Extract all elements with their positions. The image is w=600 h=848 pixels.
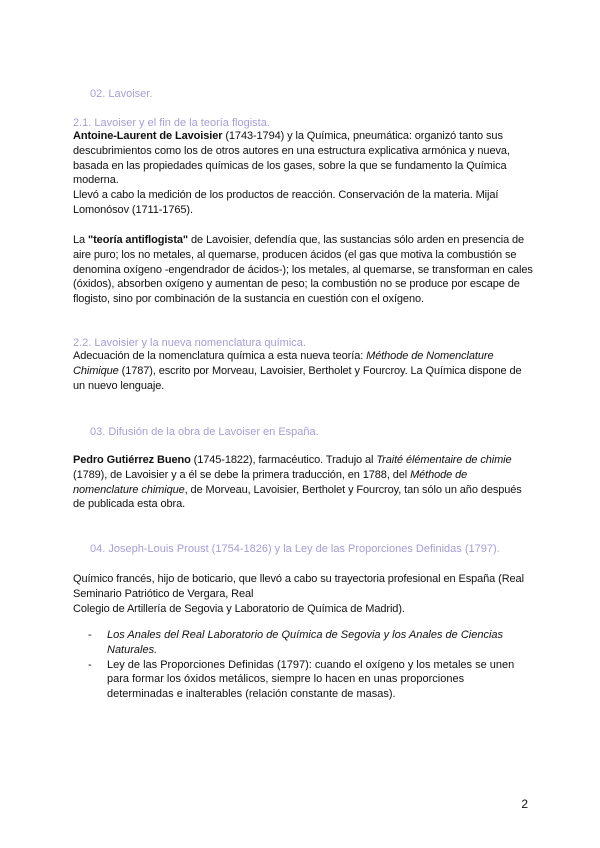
nomenclature-intro: Adecuación de la nomenclatura química a esta nueva teoría: <box>73 350 367 362</box>
proust-line-2: Colegio de Artillería de Segovia y Laboratorio de Química de Madrid). <box>73 602 405 615</box>
nomenclature-text: (1787), escrito por Morveau, Lavoisier, Bertholet y Fourcroy. La Química dispone de un nuevo lenguaje. <box>73 364 522 392</box>
subsection-2-2-heading: 2.2. Lavoisier y la nueva nomenclatura química. <box>73 337 306 349</box>
section-03-heading: 03. Difusión de la obra de Lavoiser en España. <box>90 426 319 438</box>
antiflogista-paragraph <box>73 233 533 307</box>
antiflogista-text: de Lavoisier, defendía que, las sustancias sólo arden en presencia de aire puro; los no metales, al quemarse, producen ácidos (el gas que motiva la combustión se denomina oxígeno -engendrador de ácidos-); los metales, al quemarse, se transforman en cales (óxidos), absorben oxígeno y aumentan de peso; la combustión no se produce por escape de flogisto, sino por combinación de la sustancia en cuestión con el oxígeno. <box>73 234 533 306</box>
section-03-body <box>73 453 533 512</box>
subsection-2-1-heading: 2.1. Lavoiser y el fin de la teoría flogista. <box>73 117 270 129</box>
traite-title: Traité élémentaire de chimie <box>376 454 512 466</box>
measurement-paragraph: Llevó a cabo la medición de los productos de reacción. Conservación de la materia. Mijaí Lomonósov (1711-1765). <box>73 189 499 216</box>
list-item <box>88 658 533 702</box>
antiflogista-la: La <box>73 234 88 246</box>
lavoisier-name: Antoine-Laurent de Lavoisier <box>73 130 223 142</box>
gutierrez-text-c: , de Morveau, Lavoisier, Bertholet y Fourcroy, tan sólo un año después de publicada esta obra. <box>73 483 522 511</box>
section-04-body <box>73 572 533 616</box>
list-dash: - <box>88 629 92 641</box>
antiflogista-body <box>73 233 533 307</box>
gutierrez-paragraph <box>73 453 533 512</box>
list-dash: - <box>88 658 92 671</box>
nomenclature-paragraph <box>73 349 533 393</box>
section-2-2-body <box>73 349 533 393</box>
section-2-1-body <box>73 129 533 218</box>
nomenclature-title: Méthode de Nomenclature Chimique <box>73 350 494 377</box>
list-item-text: Ley de las Proporciones Definidas (1797): cuando el oxígeno y los metales se unen para formar los óxidos metálicos, siempre lo hacen en unas proporciones determinadas e inalterables (relación constante de masas). <box>107 658 515 701</box>
section-04-heading: 04. Joseph-Louis Proust (1754-1826) y la Ley de las Proporciones Definidas (1797). <box>90 543 500 555</box>
page-number: 2 <box>521 797 528 811</box>
lavoisier-paragraph <box>73 129 533 188</box>
lavoisier-text: (1743-1794) y la Química, pneumática: organizó tanto sus descubrimientos como los de otros autores en una estructura explicativa armónica y nueva, basada en las propiedades químicas de los gases, sobre la que se fundamento la Química moderna. <box>73 130 510 187</box>
gutierrez-text-b: (1789), de Lavoisier y a él se debe la primera traducción, en 1788, del <box>73 468 411 481</box>
proust-line-1: Químico francés, hijo de boticario, que llevó a cabo su trayectoria profesional en España (Real Seminario Patriótico de Vergara, Real <box>73 573 524 600</box>
section-02-heading: 02. Lavoiser. <box>90 88 153 100</box>
list-item-text: Los Anales del Real Laboratorio de Química de Segovia y los Anales de Ciencias Naturales. <box>107 629 504 656</box>
gutierrez-name: Pedro Gutiérrez Bueno <box>73 454 191 466</box>
methode-title: Méthode de nomenclature chimique <box>73 468 468 496</box>
proust-list <box>88 628 533 702</box>
gutierrez-text-a: (1745-1822), farmacéutico. Tradujo al <box>190 454 377 466</box>
list-item <box>88 628 533 658</box>
antiflogista-term: "teoría antiflogista" <box>88 234 189 246</box>
